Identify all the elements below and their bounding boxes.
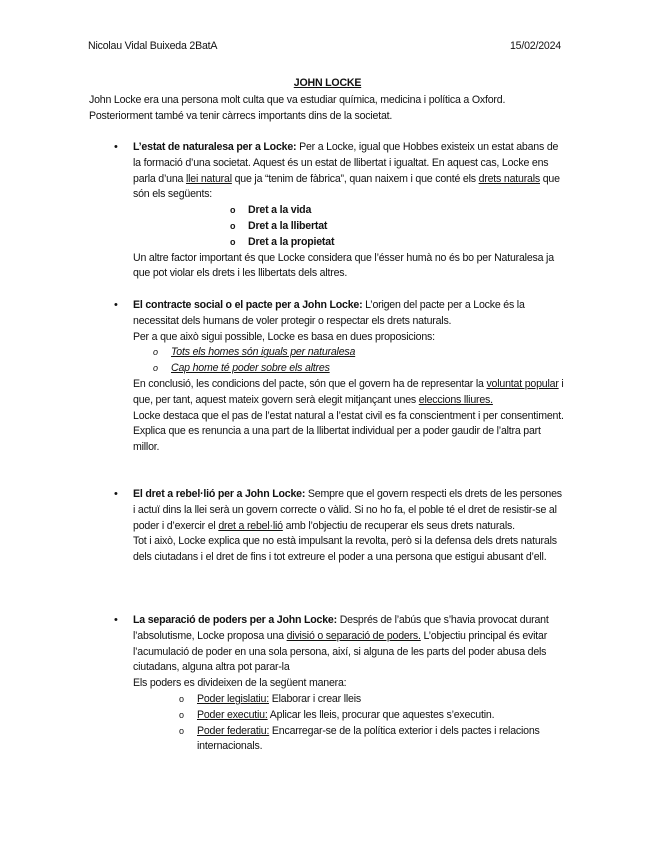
list-item [179,708,565,724]
section-paragraph: L’estat de naturalesa per a Locke: Per a Locke, igual que Hobbes existeix un estat abans de la formació d’una societat. Aquest és un estat de llibertat i igualtat. En aquest cas, Locke ens parla d’una llei natural que ja “tenim de fàbrica”, quan naixem i que conté els drets naturals que són els següents: [133,141,560,201]
section-right-of-rebellion [114,487,565,566]
power-description: Elaborar i crear lleis [268,692,361,705]
circle-bullet-icon: o [179,709,184,720]
circle-bullet-icon: o [230,236,236,247]
page-header [88,40,561,54]
section-paragraph: Locke destaca que el pas de l’estat natural a l’estat civil es fa conscientment i per consentiment. Explica que es renuncia a una part de la llibertat individual per a poder gaudir de l’altra part millor. [133,409,564,454]
popular-will-term: voluntat popular [486,377,559,390]
section-paragraph: En conclusió, les condicions del pacte, són que el govern ha de representar la voluntat popular i que, per tant, aquest mateix govern serà elegit mitjançant unes eleccions lliures. [133,377,564,406]
bullet-icon: • [114,488,118,500]
list-item: o Dret a la llibertat [248,219,565,235]
section-paragraph: La separació de poders per a John Locke: Després de l’abús que s’havia provocat durant l’absolutisme, Locke proposa una divisió o separació de poders. L’objectiu principal és evitar l’acumulació de poder en una sola persona, així, si alguna de les parts del poder abusa dels ciutadans, alguna altra pot parar-la [133,614,549,674]
section-social-contract [114,298,565,456]
section-paragraph: Un altre factor important és que Locke considera que l’ésser humà no és bo per Naturalesa ja que pot violar els drets i les llibertats dels altres. [133,251,554,280]
circle-bullet-icon: o [230,205,236,216]
list-item: o Tots els homes són iguals per naturalesa [171,345,565,361]
list-item: o Cap home té poder sobre els altres [171,361,565,377]
natural-rights-term: drets naturals [478,172,540,185]
bullet-icon: • [114,141,118,153]
natural-law-term: llei natural [185,172,232,185]
circle-bullet-icon: o [153,363,158,374]
power-name: Poder legislatiu: [197,692,269,705]
propositions-list [133,345,565,377]
list-item: o Dret a la vida [248,203,565,219]
section-state-of-nature [114,140,565,282]
section-paragraph: Els poders es divideixen de la següent manera: [133,677,347,690]
rights-list [133,203,565,250]
separation-of-powers-term: divisió o separació de poders. [286,629,421,642]
author-name: Nicolau Vidal Buixeda 2BatA [88,40,218,52]
section-heading: L’estat de naturalesa per a Locke: [133,141,297,153]
circle-bullet-icon: o [230,220,236,231]
section-heading: El contracte social o el pacte per a John Locke: [133,299,363,311]
power-description: Aplicar les lleis, procurar que aquestes s’executin. [267,708,495,721]
list-item: o Dret a la propietat [248,235,565,251]
bullet-icon: • [114,299,118,311]
rebellion-right-term: dret a rebel·lió [218,519,283,532]
document-title: JOHN LOCKE [293,77,362,89]
intro-paragraph: John Locke era una persona molt culta que va estudiar química, medicina i política a Oxford. Posteriorment també va tenir càrrecs importants dins de la societat. [89,94,506,122]
bullet-icon: • [114,614,118,626]
section-paragraph: Per a que això sigui possible, Locke es basa en dues proposicions: [133,330,435,343]
circle-bullet-icon: o [179,693,184,704]
section-paragraph: El contracte social o el pacte per a John Locke: L’origen del pacte per a Locke és la necessitat dels humans de voler protegir o respectar els drets naturals. [133,299,525,327]
section-paragraph: El dret a rebel·lió per a John Locke: Sempre que el govern respecti els drets de les persones i actuï dins la llei serà un govern correcte o vàlid. Si no ho fa, el poble té el dret de resistir-se al poder i d’exercir el dret a rebel·lió amb l’objectiu de recuperar els seus drets naturals. [133,488,562,532]
powers-list [133,692,565,755]
document-date: 15/02/2024 [509,40,561,52]
free-elections-term: eleccions lliures. [418,393,493,406]
power-name: Poder federatiu: [197,724,270,737]
section-heading: La separació de poders per a John Locke: [133,614,337,626]
power-name: Poder executiu: [197,708,268,721]
section-heading: El dret a rebel·lió per a John Locke: [133,488,306,500]
section-paragraph: Tot i això, Locke explica que no està impulsant la revolta, però si la defensa dels drets naturals dels ciutadans i el dret de fins i tot extreure el poder a una persona que estigui abusant d’ell. [133,535,557,564]
circle-bullet-icon: o [179,725,184,736]
power-description: Encarregar-se de la política exterior i dels pactes i relacions internacionals. [197,724,540,753]
list-item [179,724,565,756]
section-separation-of-powers [114,613,565,755]
circle-bullet-icon: o [153,347,158,358]
list-item [179,692,565,708]
